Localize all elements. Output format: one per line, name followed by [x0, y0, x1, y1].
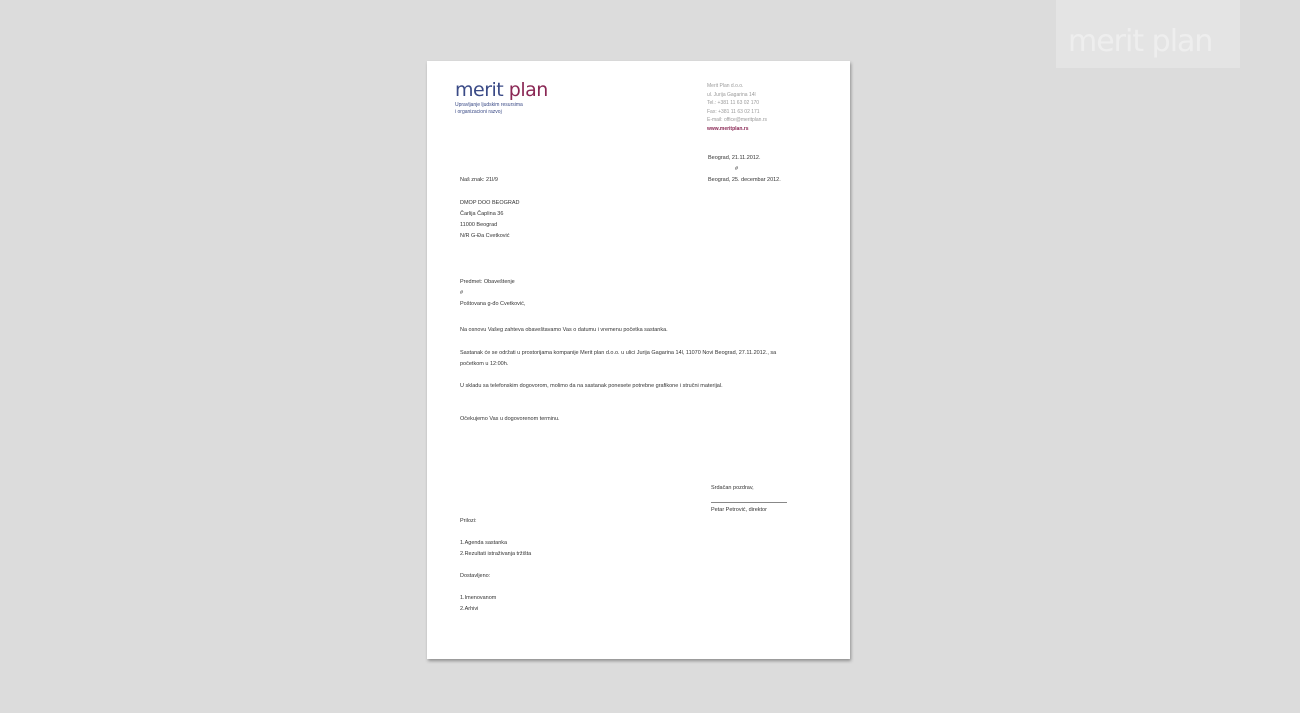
signatory: Petar Petrović, direktor — [711, 507, 767, 513]
attachments-heading: Prilozi: — [460, 518, 477, 524]
recipient-line-2: Čarlija Čaplina 36 — [460, 211, 504, 217]
recipient-line-4: N/R G-Đa Cvetković — [460, 233, 510, 239]
attachment-item: 2.Rezultati istraživanja tržišta — [460, 551, 532, 557]
closing: Srdačan pozdrav, — [711, 485, 754, 491]
logo-word-plan: plan — [508, 79, 548, 101]
body-paragraph-3: U skladu sa telefonskim dogovorom, molimo da na sastanak ponesete potrebne grafikone i stručni materijal. — [460, 383, 723, 389]
reference-number: Naš znak: 21l/9 — [460, 177, 498, 183]
company-name: Merit Plan d.o.o. — [707, 83, 744, 89]
body-paragraph-4: Očekujemo Vas u dogovorenom terminu. — [460, 416, 560, 422]
date-marker: # — [735, 166, 739, 172]
subject-line: Predmet: Obaveštenje — [460, 279, 515, 285]
distribution-item: 1.Imenovanom — [460, 595, 497, 601]
logo-tagline-1: Upravljanje ljudskim resursima — [455, 102, 523, 108]
company-email: E-mail: office@meritplan.rs — [707, 117, 767, 123]
recipient-line-3: 11000 Beograd — [460, 222, 498, 228]
body-paragraph-1: Na osnovu Vašeg zahteva obaveštavamo Vas o datumu i vremenu početka sastanka. — [460, 327, 668, 333]
date-line-2: Beograd, 25. decembar 2012. — [708, 177, 781, 183]
body-paragraph-2: Sastanak će se održati u prostorijama kompanije Merit plan d.o.o. u ulici Jurija Gagarina 14l, 11070 Novi Beograd, 27.11.2012., sa početkom u 12:00h. — [460, 350, 777, 367]
recipient-line-1: DMOP DOO BEOGRAD — [460, 200, 520, 206]
signature-line — [711, 502, 787, 503]
company-website: www.meritplan.rs — [707, 125, 749, 132]
letter-page — [427, 61, 850, 659]
distribution-item: 2.Arhivi — [460, 606, 479, 612]
distribution-heading: Dostavljeno: — [460, 573, 491, 579]
watermark-logo — [1056, 0, 1240, 68]
logo-wordmark — [455, 79, 548, 101]
date-line-1: Beograd, 21.11.2012. — [708, 155, 761, 161]
company-contact-block — [707, 82, 767, 133]
subject-marker: # — [460, 290, 464, 296]
watermark-text: merit plan — [1068, 24, 1213, 59]
company-logo — [455, 79, 548, 115]
salutation: Poštovana g-đo Cvetković, — [460, 301, 526, 307]
logo-word-merit: merit — [455, 79, 509, 101]
company-address: ul. Jurija Gagarina 14l — [707, 91, 756, 98]
company-fax: Fax: +381 11 63 02 171 — [707, 108, 760, 115]
company-tel: Tel.: +381 11 63 02 170 — [707, 100, 760, 106]
logo-tagline-2: i organizacioni razvoj — [455, 109, 502, 115]
attachment-item: 1.Agenda sastanka — [460, 540, 508, 546]
